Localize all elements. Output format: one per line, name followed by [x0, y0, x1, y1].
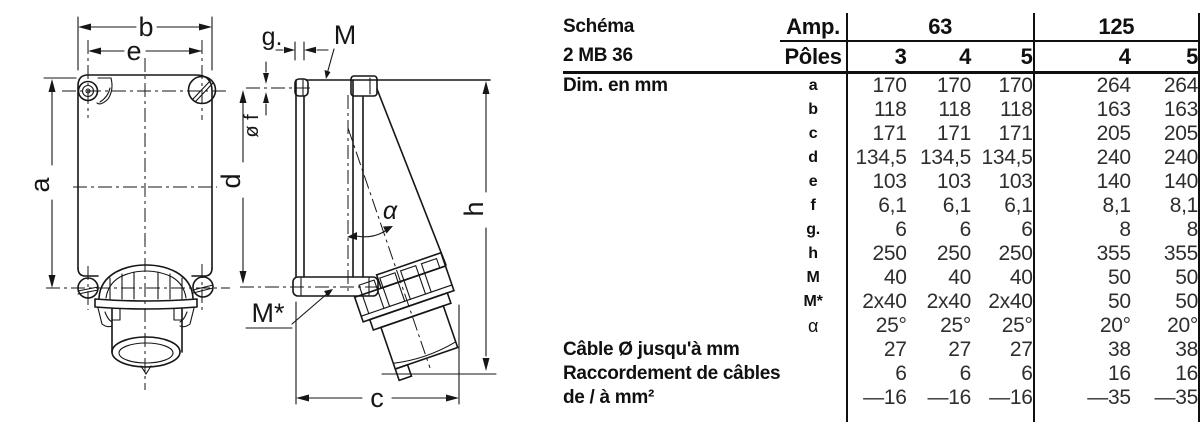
- amp-header-row: [563, 13, 1199, 41]
- row-label: [563, 146, 780, 170]
- row-label: Câble Ø jusqu'à mm: [563, 339, 740, 360]
- dim-letter: d: [808, 149, 818, 166]
- value-cell: 40: [847, 266, 907, 290]
- dim-f-label: ø f: [241, 114, 263, 138]
- dim-letter: [780, 386, 847, 410]
- dim-M-label: M: [333, 20, 357, 50]
- table-row: [563, 290, 1199, 314]
- value-cell: 40: [1009, 266, 1033, 289]
- row-label: [563, 98, 780, 122]
- value-cell: 240: [1034, 146, 1131, 170]
- value-cell: —35: [1034, 386, 1131, 410]
- value-cell: 50: [1131, 266, 1199, 290]
- dim-letter: M*: [803, 293, 823, 310]
- dim-letter: f: [810, 197, 816, 214]
- row-label: Raccordement de câbles: [563, 363, 781, 384]
- value-cell: 171: [998, 122, 1033, 145]
- row-label: [563, 314, 780, 338]
- row-label: [563, 122, 780, 146]
- value-cell: 27: [948, 338, 971, 361]
- value-cell: 20°: [1034, 314, 1131, 338]
- front-view: [25, 12, 230, 390]
- amp-group-125: 125: [1034, 13, 1199, 41]
- value-cell: 170: [998, 74, 1033, 97]
- value-cell: —16: [927, 386, 971, 409]
- row-label: [563, 218, 780, 242]
- value-cell: 6,1: [942, 194, 971, 217]
- value-cell: 8: [1034, 218, 1131, 242]
- value-cell: 103: [998, 170, 1033, 193]
- value-cell: 40: [948, 266, 971, 289]
- value-cell: 2x40: [847, 290, 907, 314]
- value-cell: 50: [1034, 266, 1131, 290]
- table-row: [563, 73, 1199, 99]
- value-cell: 250: [998, 242, 1033, 265]
- dim-alpha-label: α: [382, 197, 398, 225]
- row-label: [563, 194, 780, 218]
- dim-Mstar-label: M*: [251, 298, 285, 328]
- cable-gland-front: [95, 265, 197, 374]
- value-cell: 103: [936, 170, 971, 193]
- value-cell: 38: [1034, 338, 1131, 362]
- dim-b-label: b: [138, 12, 154, 42]
- value-cell: —16: [989, 386, 1033, 409]
- value-cell: 134,5: [919, 146, 971, 169]
- value-cell: 50: [1034, 290, 1131, 314]
- value-cell: 250: [936, 242, 971, 265]
- dim-letter: g.: [806, 221, 820, 238]
- value-cell: 118: [938, 98, 971, 121]
- row-label: de / à mm²: [563, 387, 654, 408]
- value-cell: 8,1: [1131, 194, 1199, 218]
- value-cell: 6: [959, 218, 971, 241]
- side-view: [216, 20, 496, 413]
- dim-letter: e: [808, 173, 818, 190]
- dim-c-label: c: [370, 383, 384, 413]
- value-cell: 25°: [1001, 314, 1033, 337]
- value-cell: 118: [1000, 98, 1033, 121]
- dim-d-label: d: [216, 173, 246, 189]
- schema-label: Schéma: [563, 16, 635, 37]
- value-cell: 171: [936, 122, 971, 145]
- dim-letter: [780, 362, 847, 386]
- poles-63-4: 4: [907, 41, 971, 73]
- table-row: [563, 242, 1199, 266]
- value-cell: 250: [847, 242, 907, 266]
- table-row: [563, 170, 1199, 194]
- technical-drawing: [0, 0, 560, 427]
- table-row: [563, 122, 1199, 146]
- poles-header-row: [563, 41, 1199, 73]
- value-cell: 25°: [847, 314, 907, 338]
- value-cell: 6: [1021, 218, 1033, 241]
- value-cell: 20°: [1131, 314, 1199, 338]
- value-cell: 8: [1131, 218, 1199, 242]
- value-cell: 134,5: [981, 146, 1033, 169]
- dimensions-table: [563, 13, 1200, 422]
- value-cell: 103: [847, 170, 907, 194]
- value-cell: 264: [1131, 73, 1199, 99]
- table-row: [563, 146, 1199, 170]
- value-cell: 170: [936, 74, 971, 97]
- table-row: [563, 218, 1199, 242]
- value-cell: 6: [847, 218, 907, 242]
- amp-label: Amp.: [780, 13, 847, 41]
- value-cell: 38: [1131, 338, 1199, 362]
- table-row: [563, 98, 1199, 122]
- schema-value: 2 MB 36: [563, 41, 780, 73]
- dim-letter: a: [808, 77, 818, 94]
- table-row: [563, 362, 1199, 386]
- dim-letter: α: [807, 315, 819, 336]
- value-cell: 134,5: [847, 146, 907, 170]
- row-label: [563, 290, 780, 314]
- value-cell: 6,1: [847, 194, 907, 218]
- poles-label: Pôles: [780, 41, 847, 73]
- row-label: [563, 242, 780, 266]
- screw-side-cap: [351, 76, 377, 96]
- value-cell: 264: [1034, 73, 1131, 99]
- table-row: [563, 266, 1199, 290]
- value-cell: 355: [1034, 242, 1131, 266]
- value-cell: 6: [959, 362, 971, 385]
- row-label: [563, 266, 780, 290]
- value-cell: —16: [847, 386, 907, 410]
- value-cell: 205: [1131, 122, 1199, 146]
- dim-letter: b: [808, 101, 818, 118]
- poles-63-3: 3: [847, 41, 907, 73]
- amp-group-63: 63: [847, 13, 1034, 41]
- value-cell: 25°: [940, 314, 971, 337]
- dim-a-label: a: [25, 177, 55, 193]
- value-cell: 2x40: [988, 290, 1033, 313]
- value-cell: 205: [1034, 122, 1131, 146]
- value-cell: 6,1: [1004, 194, 1033, 217]
- table-row: [563, 194, 1199, 218]
- table-row: [563, 338, 1199, 362]
- value-cell: 170: [847, 73, 907, 99]
- table-row: [563, 314, 1199, 338]
- value-cell: 2x40: [926, 290, 971, 313]
- dim-letter: [780, 338, 847, 362]
- value-cell: 27: [1009, 338, 1033, 361]
- screw-bottom-right: [193, 277, 213, 297]
- dim-letter: M: [806, 269, 820, 286]
- table-row: [563, 386, 1199, 410]
- value-cell: 240: [1131, 146, 1199, 170]
- row-label: Dim. en mm: [563, 75, 668, 96]
- value-cell: 50: [1131, 290, 1199, 314]
- poles-125-5: 5: [1131, 41, 1199, 73]
- poles-63-5: 5: [971, 41, 1034, 73]
- value-cell: 355: [1131, 242, 1199, 266]
- row-label: [563, 170, 780, 194]
- value-cell: 171: [847, 122, 907, 146]
- value-cell: 16: [1131, 362, 1199, 386]
- poles-125-4: 4: [1034, 41, 1131, 73]
- value-cell: 163: [1131, 98, 1199, 122]
- value-cell: 140: [1131, 170, 1199, 194]
- dim-letter: h: [808, 245, 818, 262]
- value-cell: 140: [1034, 170, 1131, 194]
- dim-h-label: h: [459, 201, 489, 217]
- dim-letter: c: [808, 125, 818, 142]
- value-cell: 6: [1021, 362, 1033, 385]
- value-cell: 118: [847, 98, 907, 122]
- value-cell: —35: [1131, 386, 1199, 410]
- value-cell: 6: [847, 362, 907, 386]
- value-cell: 8,1: [1034, 194, 1131, 218]
- table-spacer-row: [563, 410, 1199, 422]
- value-cell: 27: [847, 338, 907, 362]
- dim-e-label: e: [126, 36, 142, 66]
- dim-table-body: [563, 73, 1199, 423]
- value-cell: 163: [1034, 98, 1131, 122]
- dim-g-label: g.: [261, 23, 283, 51]
- value-cell: 16: [1034, 362, 1131, 386]
